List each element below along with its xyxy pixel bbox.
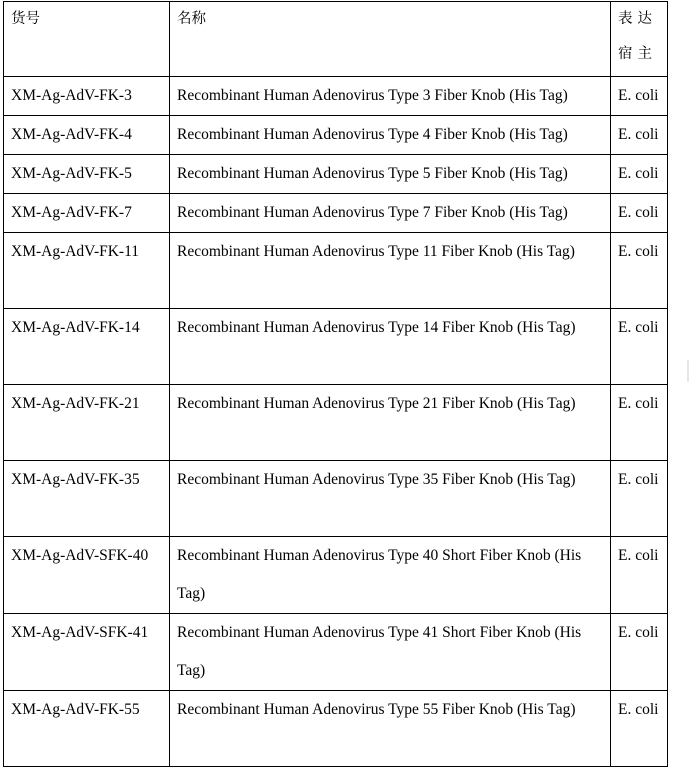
cell-name: Recombinant Human Adenovirus Type 21 Fiber Knob (His Tag) bbox=[170, 385, 611, 461]
cell-code: XM-Ag-AdV-FK-21 bbox=[4, 385, 170, 461]
cell-host: E. coli bbox=[611, 77, 668, 116]
table-row bbox=[4, 461, 668, 537]
table-row bbox=[4, 614, 668, 691]
cell-name: Recombinant Human Adenovirus Type 4 Fiber Knob (His Tag) bbox=[170, 116, 611, 155]
header-host: 表达宿主 bbox=[611, 2, 668, 77]
cell-code: XM-Ag-AdV-FK-35 bbox=[4, 461, 170, 537]
cell-code: XM-Ag-AdV-FK-14 bbox=[4, 309, 170, 385]
cell-code: XM-Ag-AdV-FK-3 bbox=[4, 77, 170, 116]
cell-name: Recombinant Human Adenovirus Type 7 Fiber Knob (His Tag) bbox=[170, 194, 611, 233]
cell-code: XM-Ag-AdV-FK-4 bbox=[4, 116, 170, 155]
cell-host: E. coli bbox=[611, 155, 668, 194]
cell-host: E. coli bbox=[611, 116, 668, 155]
table-row bbox=[4, 116, 668, 155]
cell-code: XM-Ag-AdV-FK-55 bbox=[4, 691, 170, 767]
table-row bbox=[4, 537, 668, 614]
cell-name: Recombinant Human Adenovirus Type 40 Short Fiber Knob (His Tag) bbox=[170, 537, 611, 614]
cell-code: XM-Ag-AdV-FK-5 bbox=[4, 155, 170, 194]
cell-code: XM-Ag-AdV-FK-7 bbox=[4, 194, 170, 233]
cell-host: E. coli bbox=[611, 385, 668, 461]
cell-host: E. coli bbox=[611, 309, 668, 385]
cell-name: Recombinant Human Adenovirus Type 41 Short Fiber Knob (His Tag) bbox=[170, 614, 611, 691]
cell-code: XM-Ag-AdV-SFK-41 bbox=[4, 614, 170, 691]
cell-host: E. coli bbox=[611, 194, 668, 233]
cell-name: Recombinant Human Adenovirus Type 55 Fiber Knob (His Tag) bbox=[170, 691, 611, 767]
cell-name: Recombinant Human Adenovirus Type 3 Fiber Knob (His Tag) bbox=[170, 77, 611, 116]
cell-name: Recombinant Human Adenovirus Type 14 Fiber Knob (His Tag) bbox=[170, 309, 611, 385]
cell-code: XM-Ag-AdV-FK-11 bbox=[4, 233, 170, 309]
cell-host: E. coli bbox=[611, 233, 668, 309]
table-row bbox=[4, 309, 668, 385]
table-row bbox=[4, 77, 668, 116]
table-header-row bbox=[4, 2, 668, 77]
cell-host: E. coli bbox=[611, 691, 668, 767]
cell-host: E. coli bbox=[611, 614, 668, 691]
table-row bbox=[4, 691, 668, 767]
product-table bbox=[3, 1, 668, 767]
table-row bbox=[4, 194, 668, 233]
table-row bbox=[4, 233, 668, 309]
cell-name: Recombinant Human Adenovirus Type 35 Fiber Knob (His Tag) bbox=[170, 461, 611, 537]
table-row bbox=[4, 155, 668, 194]
cell-code: XM-Ag-AdV-SFK-40 bbox=[4, 537, 170, 614]
header-code: 货号 bbox=[4, 2, 170, 77]
table-row bbox=[4, 385, 668, 461]
cell-name: Recombinant Human Adenovirus Type 5 Fiber Knob (His Tag) bbox=[170, 155, 611, 194]
cell-host: E. coli bbox=[611, 537, 668, 614]
cell-host: E. coli bbox=[611, 461, 668, 537]
header-name: 名称 bbox=[170, 2, 611, 77]
cell-name: Recombinant Human Adenovirus Type 11 Fiber Knob (His Tag) bbox=[170, 233, 611, 309]
